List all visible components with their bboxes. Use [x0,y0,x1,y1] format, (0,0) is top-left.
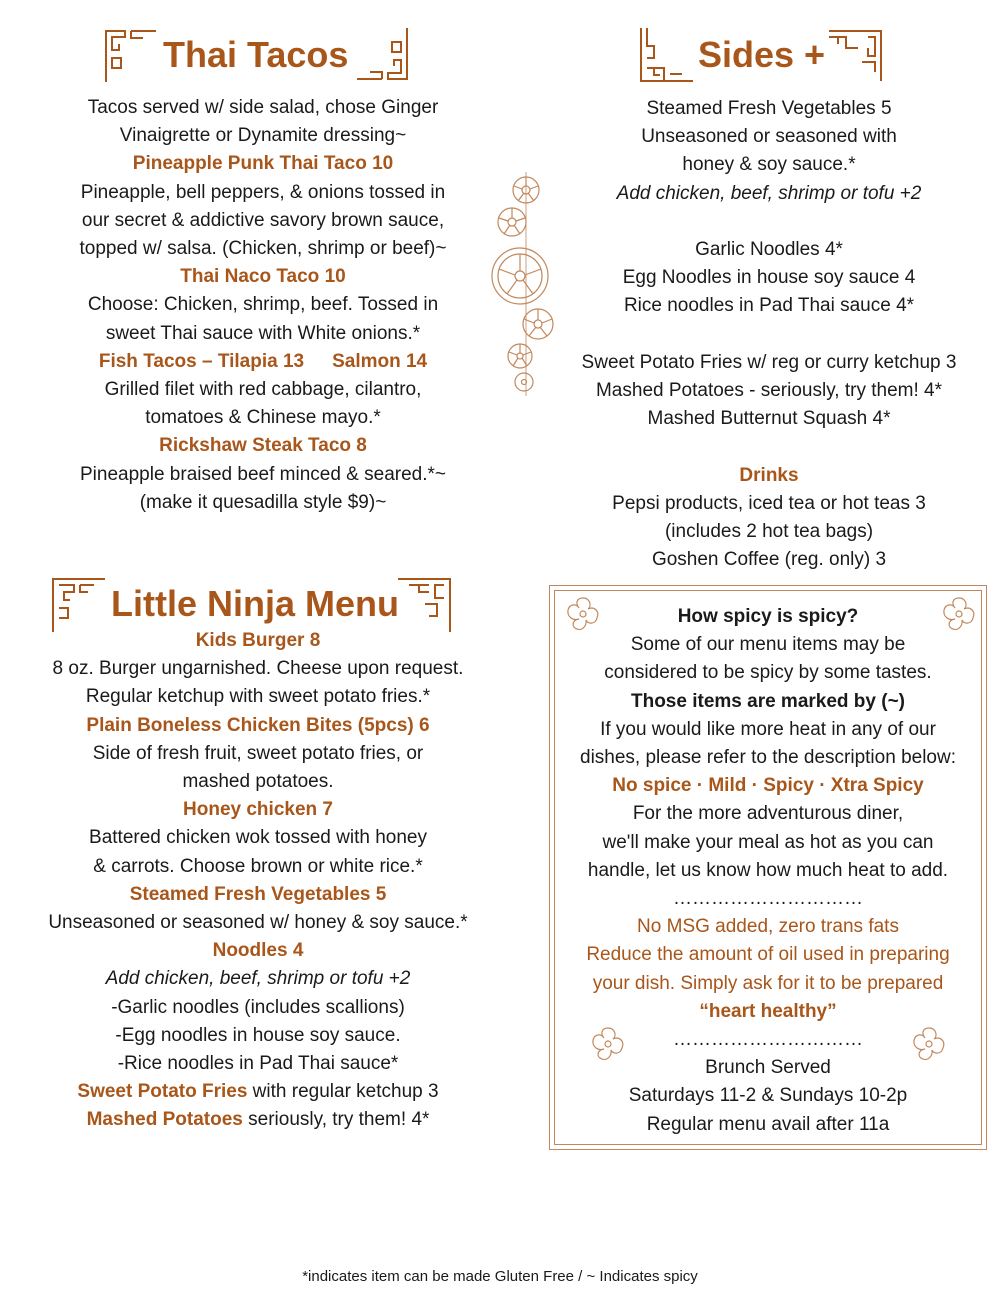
kids-item-name: Sweet Potato Fries [77,1081,248,1103]
thai-tacos-title: Thai Tacos [163,34,349,75]
kids-item-name: Kids Burger 8 [195,630,321,651]
spicy-marked: Those items are marked by (~) [630,690,906,712]
spicy-text: considered to be spicy by some tastes. [604,662,932,684]
menu-item-name: Rickshaw Steak Taco 8 [159,435,367,457]
kids-item-addon: Add chicken, beef, shrimp or tofu +2 [105,968,411,990]
kids-item-name: Honey chicken 7 [183,799,333,821]
spicy-text: we'll make your meal as hot as you can [602,831,934,853]
side-item-desc: Unseasoned or seasoned with [641,126,897,148]
menu-item-desc: our secret & addictive savory brown sauce, [81,209,445,231]
spice-levels: No spice · Mild · Spicy · Xtra Spicy [612,775,924,797]
side-item-addon: Add chicken, beef, shrimp or tofu +2 [616,182,922,204]
spicy-heading: How spicy is spicy? [677,606,859,627]
menu-item-desc: Pineapple, bell peppers, & onions tossed in [80,181,446,203]
dotted-divider: ………………………… [673,888,863,910]
kids-item-name: Mashed Potatoes [86,1109,243,1131]
side-item-name: Rice noodles in Pad Thai sauce 4* [623,295,915,317]
spicy-text: Some of our menu items may be [630,634,906,656]
menu-item-desc: (make it quesadilla style $9)~ [139,491,387,513]
spicy-text: handle, let us know how much heat to add. [587,859,949,881]
kids-item-desc: -Egg noodles in house soy sauce. [115,1024,401,1046]
menu-item-name: Pineapple Punk Thai Taco 10 [132,153,394,175]
kids-item-desc: Battered chicken wok tossed with honey [89,827,427,849]
kids-item-name: Plain Boneless Chicken Bites (5pcs) 6 [86,714,430,736]
side-item-name: Garlic Noodles 4* [695,239,843,261]
kids-item-desc: with regular ketchup 3 [247,1081,439,1103]
sides-section [540,95,998,574]
fret-ornament-icon [638,28,696,84]
kids-item-desc: 8 oz. Burger ungarnished. Cheese upon request. [52,658,464,680]
brunch-heading: Brunch Served [705,1057,831,1079]
kids-item-desc: mashed potatoes. [182,771,334,793]
kids-item-line [20,1078,496,1106]
thai-tacos-section [30,94,496,517]
side-item-name: Mashed Potatoes - seriously, try them! 4* [595,380,943,402]
drinks-item: (includes 2 hot tea bags) [664,521,874,543]
menu-item-name: Thai Naco Taco 10 [180,266,346,288]
menu-item-name [30,348,496,376]
kids-item-name: Noodles 4 [212,940,304,962]
kids-item-desc: Unseasoned or seasoned w/ honey & soy sauce.* [48,912,468,934]
kids-item-desc: Side of fresh fruit, sweet potato fries, or [92,742,424,764]
dotted-divider: ………………………… [673,1029,863,1051]
sides-title: Sides + [698,34,826,75]
drinks-title: Drinks [739,464,799,486]
spicy-info-text [552,603,984,1139]
kids-item-desc: seriously, try them! 4* [242,1109,430,1131]
fret-ornament-icon [50,576,108,632]
oil-note: Reduce the amount of oil used in preparing [586,944,950,966]
kids-item-desc: & carrots. Choose brown or white rice.* [93,855,423,877]
drinks-item: Pepsi products, iced tea or hot teas 3 [612,492,926,514]
spicy-text: For the more adventurous diner, [632,803,904,825]
kids-item-desc: -Rice noodles in Pad Thai sauce* [117,1053,399,1075]
fish-tacos-tilapia: Fish Tacos – Tilapia 13 [98,350,305,372]
menu-item-desc: Pineapple braised beef minced & seared.*~ [80,463,446,485]
heart-healthy: “heart healthy” [699,1000,837,1022]
fish-tacos-salmon: Salmon 14 [332,350,428,372]
side-item-name: Steamed Fresh Vegetables 5 [646,98,892,119]
spicy-text: If you would like more heat in any of our [600,718,936,740]
tacos-intro: Vinaigrette or Dynamite dressing~ [119,125,407,147]
brunch-note: Regular menu avail after 11a [646,1113,890,1135]
little-ninja-section [20,627,496,1135]
kids-item-name: Steamed Fresh Vegetables 5 [129,883,387,905]
side-item-name: Egg Noodles in house soy sauce 4 [622,267,916,289]
little-ninja-title: Little Ninja Menu [111,583,399,624]
kids-item-desc: -Garlic noodles (includes scallions) [111,996,405,1018]
footer-legend: *indicates item can be made Gluten Free / ~ Indicates spicy [302,1268,698,1285]
menu-item-desc: tomatoes & Chinese mayo.* [145,407,381,429]
kids-item-desc: Regular ketchup with sweet potato fries.* [85,686,431,708]
fret-ornament-icon [395,576,453,632]
side-item-name: Mashed Butternut Squash 4* [647,408,891,430]
fret-ornament-icon [354,28,410,82]
fret-ornament-icon [826,28,884,84]
menu-item-desc: Choose: Chicken, shrimp, beef. Tossed in [87,294,439,316]
brunch-hours: Saturdays 11-2 & Sundays 10-2p [628,1085,908,1107]
spicy-text: dishes, please refer to the description below: [580,747,956,769]
side-item-desc: honey & soy sauce.* [682,154,856,176]
oil-note: your dish. Simply ask for it to be prepared [592,972,944,994]
menu-item-desc: topped w/ salsa. (Chicken, shrimp or beef)~ [79,238,447,260]
drinks-item: Goshen Coffee (reg. only) 3 [651,549,887,571]
kids-item-line [20,1106,496,1134]
no-msg-note: No MSG added, zero trans fats [637,916,899,938]
tacos-intro: Tacos served w/ side salad, chose Ginger [87,97,439,118]
menu-item-desc: Grilled filet with red cabbage, cilantro, [104,379,422,401]
menu-item-desc: sweet Thai sauce with White onions.* [105,322,421,344]
fret-ornament-icon [103,28,159,82]
side-item-name: Sweet Potato Fries w/ reg or curry ketchup 3 [581,351,957,373]
